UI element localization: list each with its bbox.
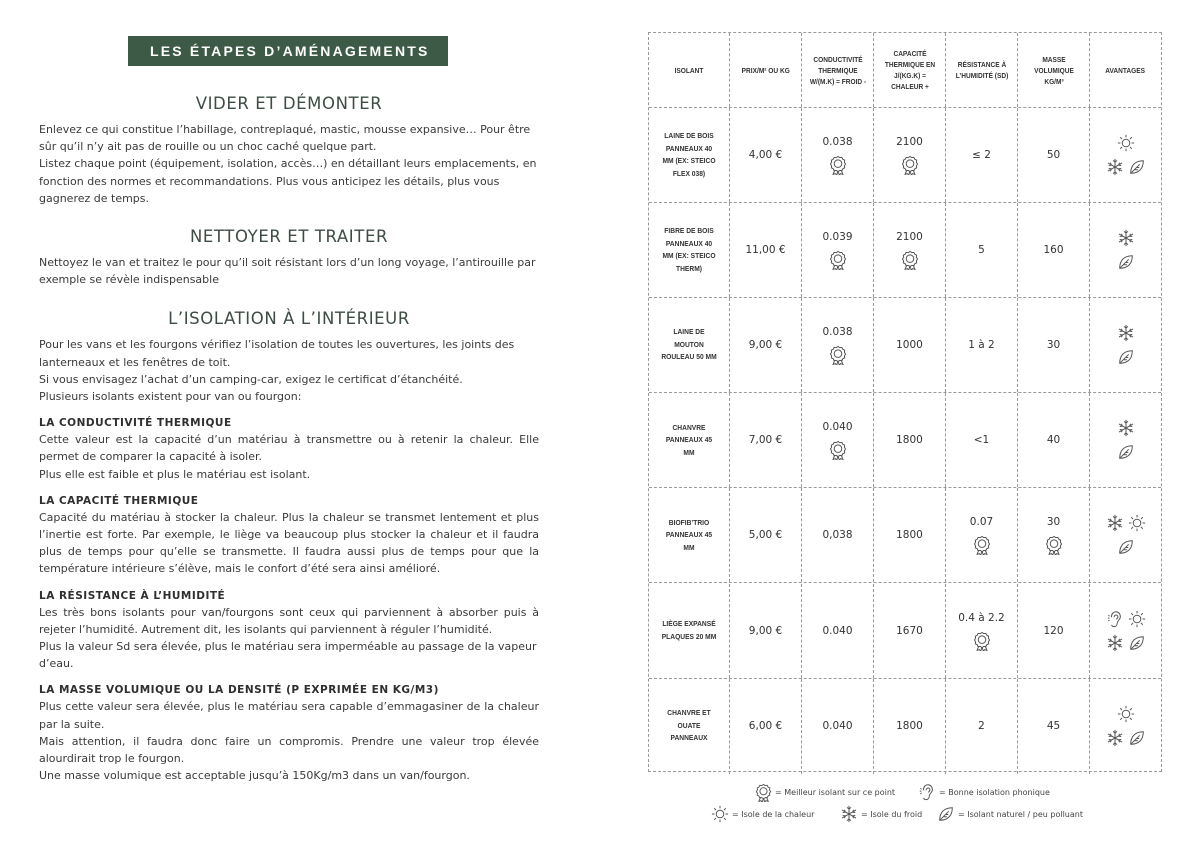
table-cell <box>649 393 730 487</box>
advantage-icons <box>1106 514 1146 532</box>
table-row <box>649 298 1161 393</box>
section-title-vider: VIDER ET DÉMONTER <box>195 94 383 113</box>
advantage-icons <box>1106 610 1146 628</box>
header-cell <box>802 33 874 107</box>
table-cell <box>1018 203 1090 297</box>
table-cell <box>1090 203 1161 297</box>
snowflake-icon <box>1106 634 1124 652</box>
snowflake-icon <box>840 805 858 823</box>
paragraph: Plus cette valeur sera élevée, plus le matériau sera capable d’emmagasiner de la chaleur par la suite. <box>39 700 539 731</box>
leaf-icon <box>1128 634 1146 652</box>
header-conductivite: CONDUCTIVITÉ THERMIQUE W/(M.K) = FROID - <box>809 54 866 86</box>
snowflake-icon <box>1117 229 1135 247</box>
table-cell <box>874 108 946 202</box>
capacity-value: 2100 <box>896 136 923 149</box>
table-cell <box>730 488 802 582</box>
legend-text: = Bonne isolation phonique <box>939 787 1050 797</box>
header-resistance: RÉSISTANCE À L’HUMIDITÉ (SD) <box>955 60 1008 80</box>
table-cell <box>649 584 730 678</box>
leaf-icon <box>1128 158 1146 176</box>
advantage-icons <box>1106 634 1146 652</box>
humidity-value: 1 à 2 <box>968 339 995 352</box>
table-cell <box>730 298 802 392</box>
medal-icon <box>829 250 847 270</box>
table-cell <box>730 108 802 202</box>
snowflake-icon <box>1106 514 1124 532</box>
paragraph: Si vous envisagez l’achat d’un camping-car, exigez le certificat d’étanchéité. <box>39 372 463 386</box>
header-cell <box>946 33 1018 107</box>
leaf-icon <box>1117 348 1135 366</box>
table-cell <box>1018 488 1090 582</box>
table-cell <box>730 679 802 774</box>
paragraph: Cette valeur est la capacité d’un matériau à transmettre ou à retenir la chaleur. Elle permet de comparer la capacité à isoler. <box>39 433 539 464</box>
insulant-name: LAINE DE BOIS PANNEAUX 40 MM (EX: STEICO FLEX 038) <box>662 131 716 178</box>
medal-icon <box>901 155 919 175</box>
header-cell <box>1090 33 1161 107</box>
paragraph: Pour les vans et les fourgons vérifiez l’isolation de toutes les ouvertures, les joints des lanterneaux et les fenêtres de toit. <box>39 338 515 369</box>
section-title-isolation: L’ISOLATION À L’INTÉRIEUR <box>168 309 410 329</box>
advantage-icons <box>1106 158 1146 176</box>
table-cell <box>1090 393 1161 487</box>
table-cell <box>1018 584 1090 678</box>
section-title-nettoyer: NETTOYER ET TRAITER <box>189 227 389 247</box>
snowflake-icon <box>1117 419 1135 437</box>
paragraph: Nettoyez le van et traitez le pour qu’il soit résistant lors d’un long voyage, l’antirouille par exemple se révèle indispensable <box>39 256 536 287</box>
medal-icon <box>901 250 919 270</box>
table-cell <box>649 203 730 297</box>
capacity-value: 1670 <box>896 624 923 637</box>
humidity-value: <1 <box>973 434 990 447</box>
humidity-value: 5 <box>978 244 985 257</box>
insulation-table <box>648 32 1162 772</box>
table-cell <box>1090 584 1161 678</box>
table-cell <box>649 679 730 774</box>
sun-icon <box>711 805 729 823</box>
advantage-icons <box>1117 348 1135 366</box>
advantage-icons <box>1117 134 1135 152</box>
table-cell <box>1018 298 1090 392</box>
subsection-title-conductivite: LA CONDUCTIVITÉ THERMIQUE <box>39 417 232 430</box>
table-cell <box>946 488 1018 582</box>
capacity-value: 1000 <box>896 339 923 352</box>
snowflake-icon <box>1117 324 1135 342</box>
paragraph: Mais attention, il faudra donc faire un compromis. Prendre une valeur trop élevée alourdirait trop le fourgon. <box>39 734 539 766</box>
table-cell <box>874 203 946 297</box>
legend-item-medal <box>755 783 895 802</box>
humidity-value: 0.07 <box>969 516 994 529</box>
sun-icon <box>1128 514 1146 532</box>
conductivity-value: 0.040 <box>822 720 853 733</box>
legend-item-snow <box>840 805 922 823</box>
paragraph: Plus la valeur Sd sera élevée, plus le matériau sera imperméable au passage de la vapeur d’eau. <box>39 640 537 671</box>
advantage-icons <box>1117 538 1135 556</box>
humidity-value: ≤ 2 <box>972 149 991 162</box>
table-cell <box>730 393 802 487</box>
table-cell <box>802 679 874 774</box>
humidity-value: 0.4 à 2.2 <box>958 611 1005 624</box>
leaf-icon <box>1128 729 1146 747</box>
price-value: 6,00 € <box>748 720 783 733</box>
paragraph: Listez chaque point (équipement, isolation, accès…) en détaillant leurs emplacements, en fonction des normes et recommandations. Plus vous anticipez les détails, plus vous gagnerez de temps. <box>39 157 537 205</box>
paragraph: Une masse volumique est acceptable jusqu’à 150Kg/m3 dans un van/fourgon. <box>39 769 470 783</box>
price-value: 7,00 € <box>748 434 783 447</box>
table-cell <box>802 488 874 582</box>
conductivity-value: 0.038 <box>822 326 853 339</box>
price-value: 4,00 € <box>748 149 783 162</box>
advantage-icons <box>1117 229 1135 247</box>
medal-icon <box>755 783 772 802</box>
snowflake-icon <box>1106 729 1124 747</box>
price-value: 11,00 € <box>745 244 786 257</box>
insulant-name: BIOFIB’TRIO PANNEAUX 45 MM <box>665 517 713 552</box>
legend-text: = Meilleur isolant sur ce point <box>775 788 896 797</box>
header-capacite: CAPACITÉ THERMIQUE EN J/(KG.K) = CHALEUR + <box>884 49 935 91</box>
table-cell <box>649 488 730 582</box>
capacity-value: 1800 <box>896 529 923 542</box>
legend-item-leaf <box>937 805 1083 823</box>
left-column <box>39 36 539 784</box>
table-cell <box>1090 108 1161 202</box>
table-cell <box>874 679 946 774</box>
medal-icon <box>973 631 991 651</box>
sun-icon <box>1117 705 1135 723</box>
legend-text: = Isole de la chaleur <box>732 809 815 819</box>
header-isolant: ISOLANT <box>674 65 704 75</box>
header-cell <box>649 33 730 107</box>
table-cell <box>946 203 1018 297</box>
legend-text: = Isolant naturel / peu polluant <box>958 809 1083 819</box>
table-cell <box>802 393 874 487</box>
sun-icon <box>1117 134 1135 152</box>
header-avantages: AVANTAGES <box>1105 65 1146 75</box>
insulant-name: CHANVRE PANNEAUX 45 MM <box>665 422 713 457</box>
sun-icon <box>1128 610 1146 628</box>
conductivity-value: 0.038 <box>822 136 853 149</box>
leaf-icon <box>1117 253 1135 271</box>
leaf-icon <box>1117 443 1135 461</box>
table-cell <box>1018 393 1090 487</box>
subsection-title-masse: LA MASSE VOLUMIQUE OU LA DENSITÉ (P EXPRIMÉE EN KG/M3) <box>39 684 439 697</box>
header-cell <box>1018 33 1090 107</box>
advantage-icons <box>1117 443 1135 461</box>
advantage-icons <box>1117 419 1135 437</box>
table-cell <box>802 584 874 678</box>
insulant-name: FIBRE DE BOIS PANNEAUX 40 MM (EX: STEICO THERM) <box>662 226 716 273</box>
table-cell <box>946 393 1018 487</box>
table-cell <box>802 203 874 297</box>
legend-item-sun <box>711 805 814 823</box>
insulant-name: LIÈGE EXPANSÉ PLAQUES 20 MM <box>661 619 717 641</box>
density-value: 160 <box>1043 244 1064 257</box>
table-row <box>649 584 1161 679</box>
legend-item-ear <box>918 783 1050 801</box>
table-cell <box>802 298 874 392</box>
density-value: 120 <box>1043 624 1064 637</box>
table-cell <box>649 108 730 202</box>
insulant-name: LAINE DE MOUTON ROULEAU 50 MM <box>661 327 717 362</box>
table-cell <box>874 488 946 582</box>
density-value: 30 <box>1046 516 1061 529</box>
table-cell <box>1090 298 1161 392</box>
advantage-icons <box>1106 729 1146 747</box>
snowflake-icon <box>1106 158 1124 176</box>
leaf-icon <box>1117 538 1135 556</box>
table-cell <box>946 108 1018 202</box>
table-header-row <box>649 33 1161 108</box>
paragraph: Capacité du matériau à stocker la chaleur. Plus la chaleur se transmet lentement et plus l’inertie est forte. Par exemple, le liège va beaucoup plus stocker la chaleur et il faudra plus de temps pour qu’elle se transmette. Il faudra aussi plus de temps pour que la température intérieure s’élève, mais le confort d’été sera ainsi amélioré. <box>39 510 539 576</box>
capacity-value: 1800 <box>896 434 923 447</box>
table-row <box>649 488 1161 583</box>
medal-icon <box>1045 535 1063 555</box>
medal-icon <box>829 155 847 175</box>
humidity-value: 2 <box>978 720 985 733</box>
conductivity-value: 0.040 <box>822 624 853 637</box>
table-cell <box>802 108 874 202</box>
table-cell <box>946 298 1018 392</box>
leaf-icon <box>937 805 955 823</box>
conductivity-value: 0.039 <box>822 231 853 244</box>
table-cell <box>874 393 946 487</box>
table-row <box>649 679 1161 774</box>
density-value: 30 <box>1046 339 1061 352</box>
capacity-value: 2100 <box>896 231 923 244</box>
table-cell <box>1018 108 1090 202</box>
medal-icon <box>829 440 847 460</box>
subsection-title-capacite: LA CAPACITÉ THERMIQUE <box>39 494 199 507</box>
table-row <box>649 108 1161 203</box>
page-banner: LES ÉTAPES D’AMÉNAGEMENTS <box>128 36 448 66</box>
paragraph: Plus elle est faible et plus le matériau est isolant. <box>39 467 311 481</box>
insulant-name: CHANVRE ET OUATE PANNEAUX <box>667 708 711 743</box>
density-value: 45 <box>1046 720 1061 733</box>
table-cell <box>946 584 1018 678</box>
capacity-value: 1800 <box>896 720 923 733</box>
table-cell <box>730 584 802 678</box>
conductivity-value: 0,038 <box>822 529 853 542</box>
table-cell <box>946 679 1018 774</box>
price-value: 5,00 € <box>748 529 783 542</box>
paragraph: Plusieurs isolants existent pour van ou fourgon: <box>39 390 302 404</box>
legend <box>705 783 1145 829</box>
medal-icon <box>973 535 991 555</box>
header-masse: MASSE VOLUMIQUE KG/M³ <box>1033 54 1074 86</box>
table-cell <box>730 203 802 297</box>
table-cell <box>1090 488 1161 582</box>
price-value: 9,00 € <box>748 624 783 637</box>
ear-icon <box>918 783 936 801</box>
header-prix: PRIX/M² OU KG <box>741 65 790 75</box>
table-cell <box>1018 679 1090 774</box>
conductivity-value: 0.040 <box>822 421 853 434</box>
table-cell <box>649 298 730 392</box>
medal-icon <box>829 345 847 365</box>
legend-text: = Isole du froid <box>861 809 923 819</box>
subsection-title-humidite: LA RÉSISTANCE À L’HUMIDITÉ <box>39 589 226 602</box>
advantage-icons <box>1117 705 1135 723</box>
header-cell <box>874 33 946 107</box>
price-value: 9,00 € <box>748 339 783 352</box>
table-row <box>649 393 1161 488</box>
paragraph: Les très bons isolants pour van/fourgons sont ceux qui parviennent à absorber puis à rejeter l’humidité. Autrement dit, les isolants qui parviennent à réguler l’humidité. <box>39 605 539 636</box>
table-row <box>649 203 1161 298</box>
ear-icon <box>1106 610 1124 628</box>
paragraph: Enlevez ce qui constitue l’habillage, contreplaqué, mastic, mousse expansive… Pour être sûr qu’il n’y ait pas de rouille ou un choc caché quelque part. <box>39 123 531 154</box>
table-cell <box>1090 679 1161 774</box>
advantage-icons <box>1117 324 1135 342</box>
header-cell <box>730 33 802 107</box>
table-cell <box>874 298 946 392</box>
table-cell <box>874 584 946 678</box>
advantage-icons <box>1117 253 1135 271</box>
density-value: 40 <box>1046 434 1061 447</box>
density-value: 50 <box>1046 149 1061 162</box>
